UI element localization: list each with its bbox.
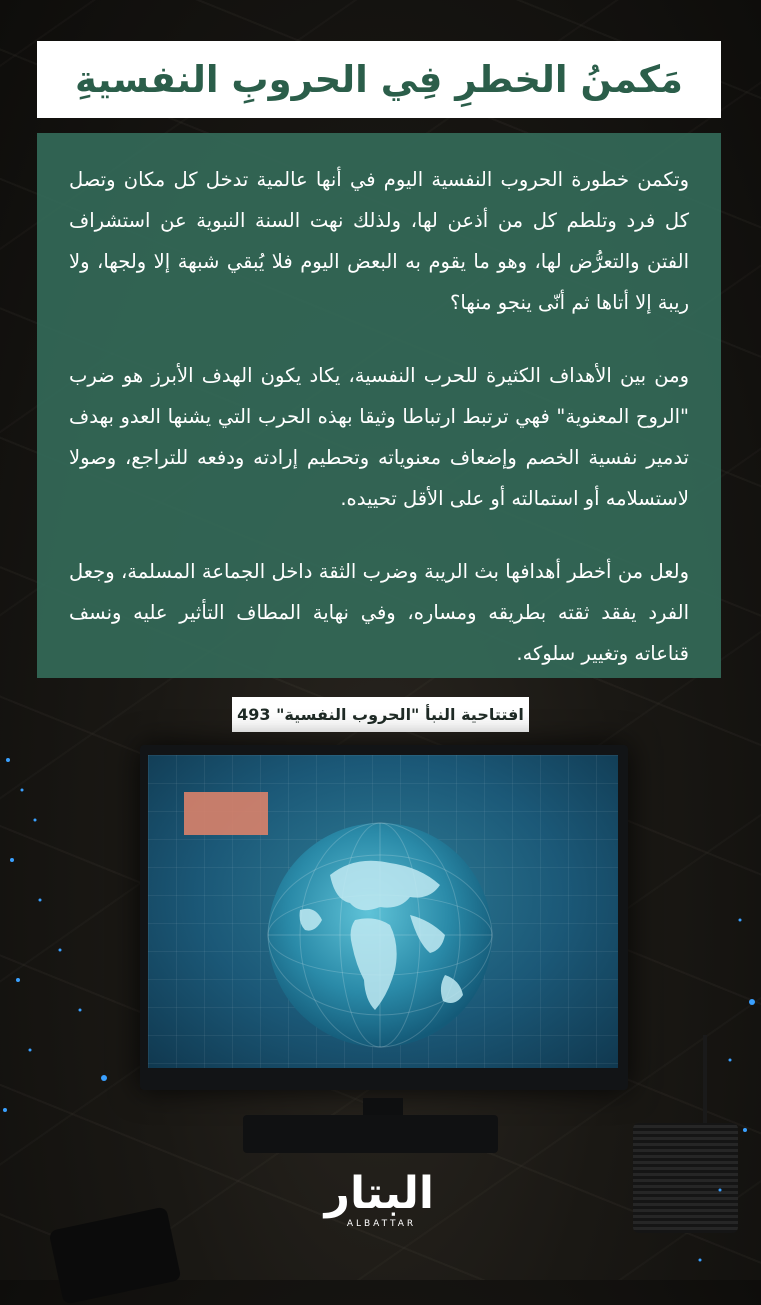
article-panel bbox=[37, 133, 721, 678]
paragraph-2: ومن بين الأهداف الكثيرة للحرب النفسية، يكاد يكون الهدف الأبرز هو ضرب "الروح المعنوية" فهي ترتبط ارتباطا وثيقا بهذه الحرب التي يشنها العدو بهدف تدمير نفسية الخصم وإضعاف معنوياته وتحطيم إرادته ودفعه للتراجع، وصولا لاستسلامه أو استمالته أو على الأقل تحييده. bbox=[69, 364, 689, 510]
source-label: افتتاحية النبأ "الحروب النفسية" 493 bbox=[232, 697, 529, 732]
page-title: مَكمنُ الخطرِ فِي الحروبِ النفسيةِ bbox=[75, 58, 683, 101]
radio-antenna bbox=[703, 1035, 707, 1127]
monitor-stand-base bbox=[243, 1115, 498, 1153]
logo-arabic: البتار bbox=[324, 1168, 434, 1219]
logo-latin: ALBATTAR bbox=[346, 1219, 417, 1229]
screen-red-box bbox=[184, 792, 268, 835]
title-banner bbox=[37, 41, 721, 118]
monitor-screen bbox=[148, 755, 618, 1068]
monitor-icon bbox=[140, 745, 628, 1090]
paragraph-3: ولعل من أخطر أهدافها بث الريبة وضرب الثقة داخل الجماعة المسلمة، وجعل الفرد يفقد ثقته بطريقه ومساره، وفي نهاية المطاف التأثير عليه ونسف قناعاته وتغيير سلوكه. bbox=[69, 560, 689, 665]
globe-icon bbox=[260, 815, 500, 1055]
paragraph-1: وتكمن خطورة الحروب النفسية اليوم في أنها عالمية تدخل كل مكان وتصل كل فرد وتلطم كل من أذعن لها، ولذلك نهت السنة النبوية عن استشراف الفتن والتعرُّض لها، وهو ما يقوم به البعض اليوم فلا يُبقي شبهة إلا ولجها، ولا ريبة إلا أتاها ثم أنّى ينجو منها؟ bbox=[69, 168, 689, 314]
radio-icon bbox=[633, 1123, 738, 1233]
albattar-logo bbox=[324, 1165, 434, 1245]
